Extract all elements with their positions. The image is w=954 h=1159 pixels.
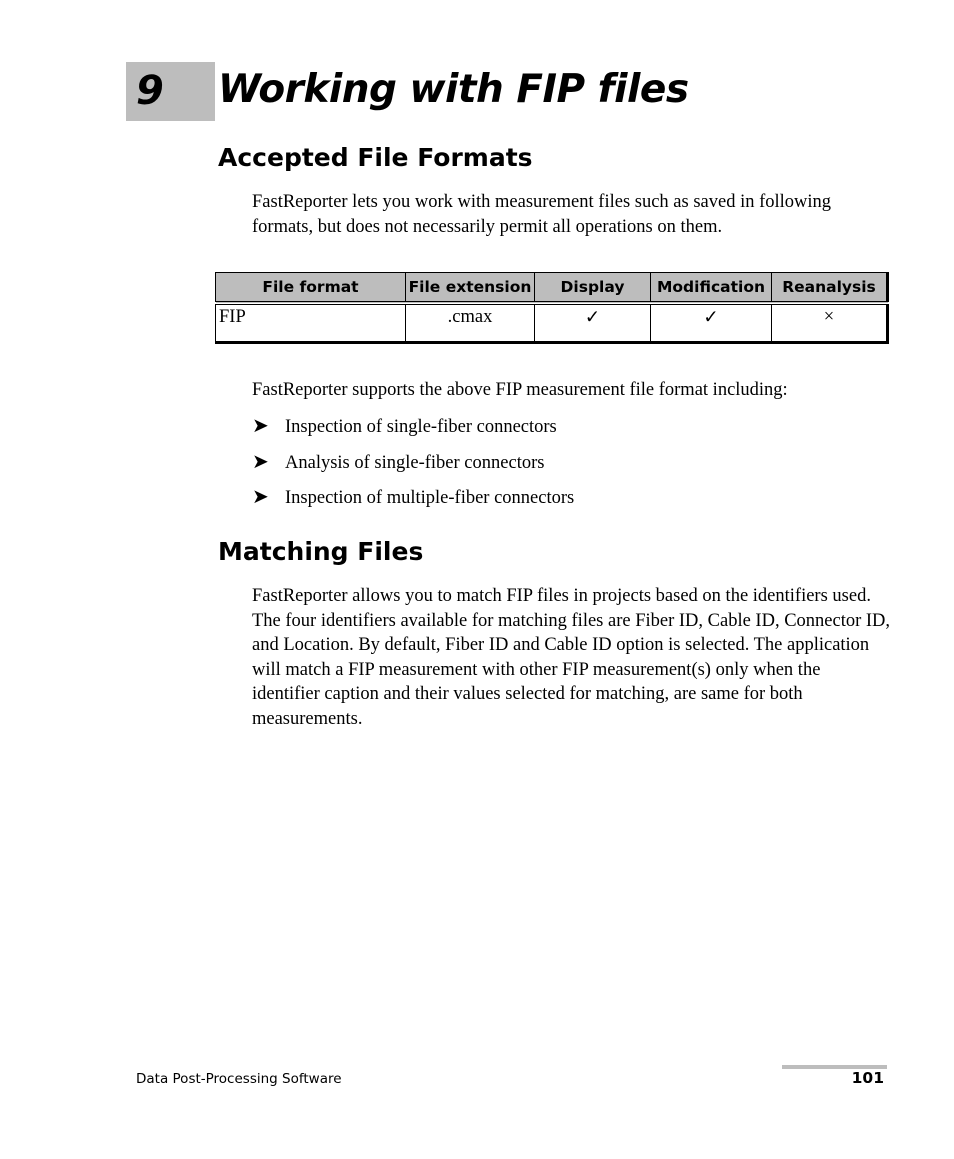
cell-file-extension: .cmax: [406, 303, 535, 343]
col-header-file-format: File format: [216, 273, 406, 304]
file-formats-table: [215, 272, 889, 344]
list-item: [252, 484, 574, 520]
cell-display-check-icon: ✓: [535, 303, 651, 343]
table-row: [216, 303, 888, 343]
footer-document-title: Data Post-Processing Software: [136, 1071, 342, 1087]
support-text: FastReporter supports the above FIP measurement file format including:: [252, 380, 788, 400]
chapter-title: Working with FIP files: [218, 67, 689, 112]
accepted-formats-intro: FastReporter lets you work with measurement files such as saved in following formats, but does not necessarily permit all operations on them.: [252, 192, 832, 237]
col-header-modification: Modification: [651, 273, 772, 304]
list-item: [252, 449, 574, 485]
chapter-number: 9: [136, 68, 164, 114]
page-number: 101: [851, 1069, 884, 1087]
table-header-row: [216, 273, 888, 304]
col-header-display: Display: [535, 273, 651, 304]
col-header-reanalysis: Reanalysis: [772, 273, 888, 304]
arrow-bullet-icon: ➤: [252, 413, 269, 437]
list-item-text: Inspection of single-fiber connectors: [285, 417, 557, 437]
col-header-file-extension: File extension: [406, 273, 535, 304]
list-item-text: Analysis of single-fiber connectors: [285, 452, 545, 473]
list-item-text: Inspection of multiple-fiber connectors: [285, 488, 575, 508]
cell-modification-check-icon: ✓: [651, 303, 772, 343]
section-title-matching-files: Matching Files: [218, 537, 424, 566]
arrow-bullet-icon: ➤: [252, 484, 269, 508]
matching-files-body: FastReporter allows you to match FIP files in projects based on the identifiers used. The four identifiers available for matching files are Fiber ID, Cable ID, Connector ID, and Location. By default, Fiber ID and Cable ID option is selected. The application will match a FIP measurement with other FIP measurement(s) only when the identifier caption and their values selected for matching, are same for both measurements.: [252, 586, 891, 729]
list-item: [252, 413, 574, 449]
supported-features-list: [252, 413, 574, 520]
arrow-bullet-icon: ➤: [252, 448, 269, 473]
cell-file-format: FIP: [216, 303, 406, 343]
cell-reanalysis-cross-icon: ×: [772, 303, 888, 343]
section-title-accepted-formats: Accepted File Formats: [218, 143, 533, 172]
